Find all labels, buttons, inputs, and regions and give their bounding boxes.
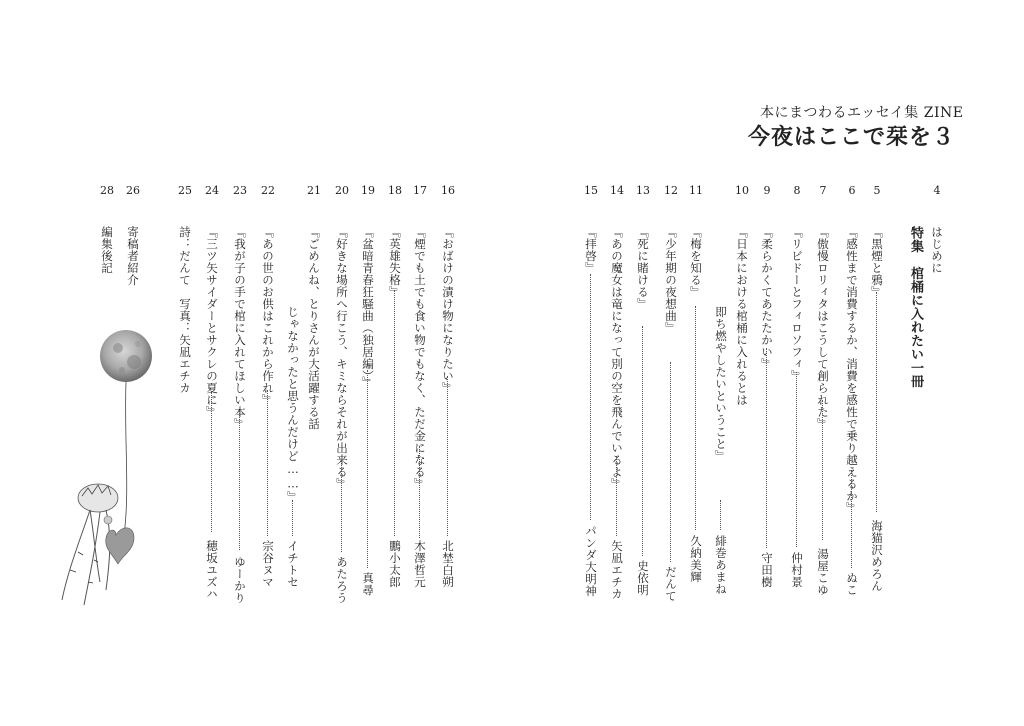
leader-dots [239,410,242,550]
toc-entry-title[interactable]: 『少年期の夜想曲』 [664,226,678,334]
page-number: 28 [100,184,114,197]
toc-entry-title[interactable]: 『好きな場所へ行こう、キミならそれが出来る』 [335,226,349,490]
toc-entry-title[interactable]: 『あの魔女は竜になって別の空を飛んでいるよ』 [610,226,624,490]
toc-entry-title[interactable]: 『リビドーとフィロソフィ』 [790,226,804,382]
page-number: 12 [664,184,678,197]
toc-entry-title[interactable]: 『日本における棺桶に入れるとは [735,226,749,406]
page-number: 20 [335,184,349,197]
leader-dots [642,326,645,556]
toc-entry-author: 北埜白朔 [441,540,455,588]
leader-dots [211,392,214,532]
toc-entry-title[interactable]: 『あの世のお供はこれから作れ』 [261,226,275,406]
leader-dots [419,446,422,538]
leader-dots [292,500,295,536]
toc-entry-title[interactable]: 『傲慢ロリィタはこうして創られた』 [816,226,830,430]
page-number: 15 [584,184,598,197]
page-number: 14 [610,184,624,197]
leader-dots [616,456,619,536]
girl-figure-icon [62,484,134,605]
leader-dots [341,460,344,552]
toc-entry-author: 緋巻あまね [714,535,728,595]
toc-entry-author: 湯屋こゆ [816,548,830,596]
moon-balloon-illustration [60,320,170,610]
toc-entry-author: 鵬小太郎 [388,540,402,588]
leader-dots [394,290,397,536]
toc-entry-title[interactable]: はじめに [930,226,944,274]
leader-dots [367,370,370,568]
page-number: 19 [361,184,375,197]
page-number: 21 [307,184,321,197]
toc-entry-author: 穂坂ユズハ [205,540,219,600]
leader-dots [851,470,854,568]
toc-entry-author: 守田樹 [760,552,774,588]
toc-entry-title[interactable]: 『我が子の手で棺に入れてほしい本』 [233,226,247,430]
toc-entry-title[interactable]: 『拝啓』 [584,226,598,274]
toc-entry-author: 久納美輝 [689,535,703,583]
leader-dots [695,306,698,530]
leader-dots [796,372,799,547]
toc-entry-author: イチトセ [286,540,300,588]
toc-entry-author: あたろう [335,556,349,604]
toc-entry-author: 史依明 [636,560,650,596]
toc-entry-title[interactable]: 寄稿者紹介 [126,226,140,286]
leader-dots [267,390,270,536]
toc-entry-author: 矢凪エチカ [610,540,624,600]
toc-entry-author: 仲村景 [790,552,804,588]
page-number: 18 [388,184,402,197]
page-number: 24 [205,184,219,197]
page-number: 6 [848,184,856,197]
toc-entry-title[interactable]: 『柔らかくてあたたかい』 [760,226,774,370]
toc-entry-title[interactable]: 『梅を知る』 [689,226,703,298]
moon-icon [100,330,152,382]
page-number: 5 [873,184,881,197]
leader-dots [670,362,673,562]
toc-entry-author: 宗谷ヌマ [261,540,275,588]
page-number: 8 [793,184,801,197]
toc-entry-author: 木澤哲元 [413,540,427,588]
page-number: 4 [933,184,941,197]
page-number: 23 [233,184,247,197]
page-number: 25 [178,184,192,197]
toc-entry-author: だんて [664,566,678,602]
zine-subtitle: 本にまつわるエッセイ集 ZINE [760,105,964,121]
toc-entry-author: パンダ大明神 [584,525,598,597]
zine-title: 今夜はここで栞を３ [748,124,956,150]
toc-entry-author: ゆーかり [233,556,247,604]
leader-dots [720,500,723,530]
toc-entry-title[interactable]: 『煙でも土でも食い物でもなく、ただ金になる』 [413,226,427,490]
leader-dots [822,400,825,540]
toc-entry-title[interactable]: 『感性まで消費するか、消費を感性で乗り越えるか』 [845,226,859,514]
toc-entry-author: ぬこ [845,572,859,596]
toc-entry-author: 真尋 [361,572,375,596]
leader-dots [766,348,769,548]
toc-entry-title[interactable]: 『死に賭ける』 [636,226,650,310]
toc-entry-title[interactable]: 『ごめんね、とりさんが大活躍する話 [307,226,321,430]
balloon-string [124,382,127,535]
toc-entry-title[interactable]: 『黒煙と鴉』 [870,226,884,298]
page-number: 11 [689,184,703,197]
page-number: 9 [763,184,771,197]
toc-entry-title[interactable]: 『英雄失格』 [388,226,402,298]
page-number: 10 [735,184,749,197]
toc-entry-title[interactable]: 『三ツ矢サイダーとサクレの夏に』 [205,226,219,418]
page-number: 16 [441,184,455,197]
toc-entry-title-continued: 即ち燃やしたいということ』 [714,306,728,462]
toc-entry-title-continued: じゃなかったと思うんだけど……』 [286,306,300,503]
page-number: 26 [126,184,140,197]
page-number: 17 [413,184,427,197]
feature-heading: 特集 棺桶に入れたい一冊 [908,226,923,388]
leader-dots [876,292,879,512]
leader-dots [447,376,450,536]
toc-entry-title[interactable]: 『おばけの漬け物になりたい』 [441,226,455,394]
toc-entry-title[interactable]: 詩：だんて 写真：矢凪エチカ [178,226,192,394]
leader-dots [590,274,593,520]
toc-entry-title[interactable]: 編集後記 [100,226,114,274]
page-number: 7 [819,184,827,197]
toc-entry-title[interactable]: 『盆暗青春狂騒曲（独居編）』 [361,226,375,389]
page-number: 22 [261,184,275,197]
toc-entry-author: 海猫沢めろん [870,520,884,592]
page-number: 13 [636,184,650,197]
